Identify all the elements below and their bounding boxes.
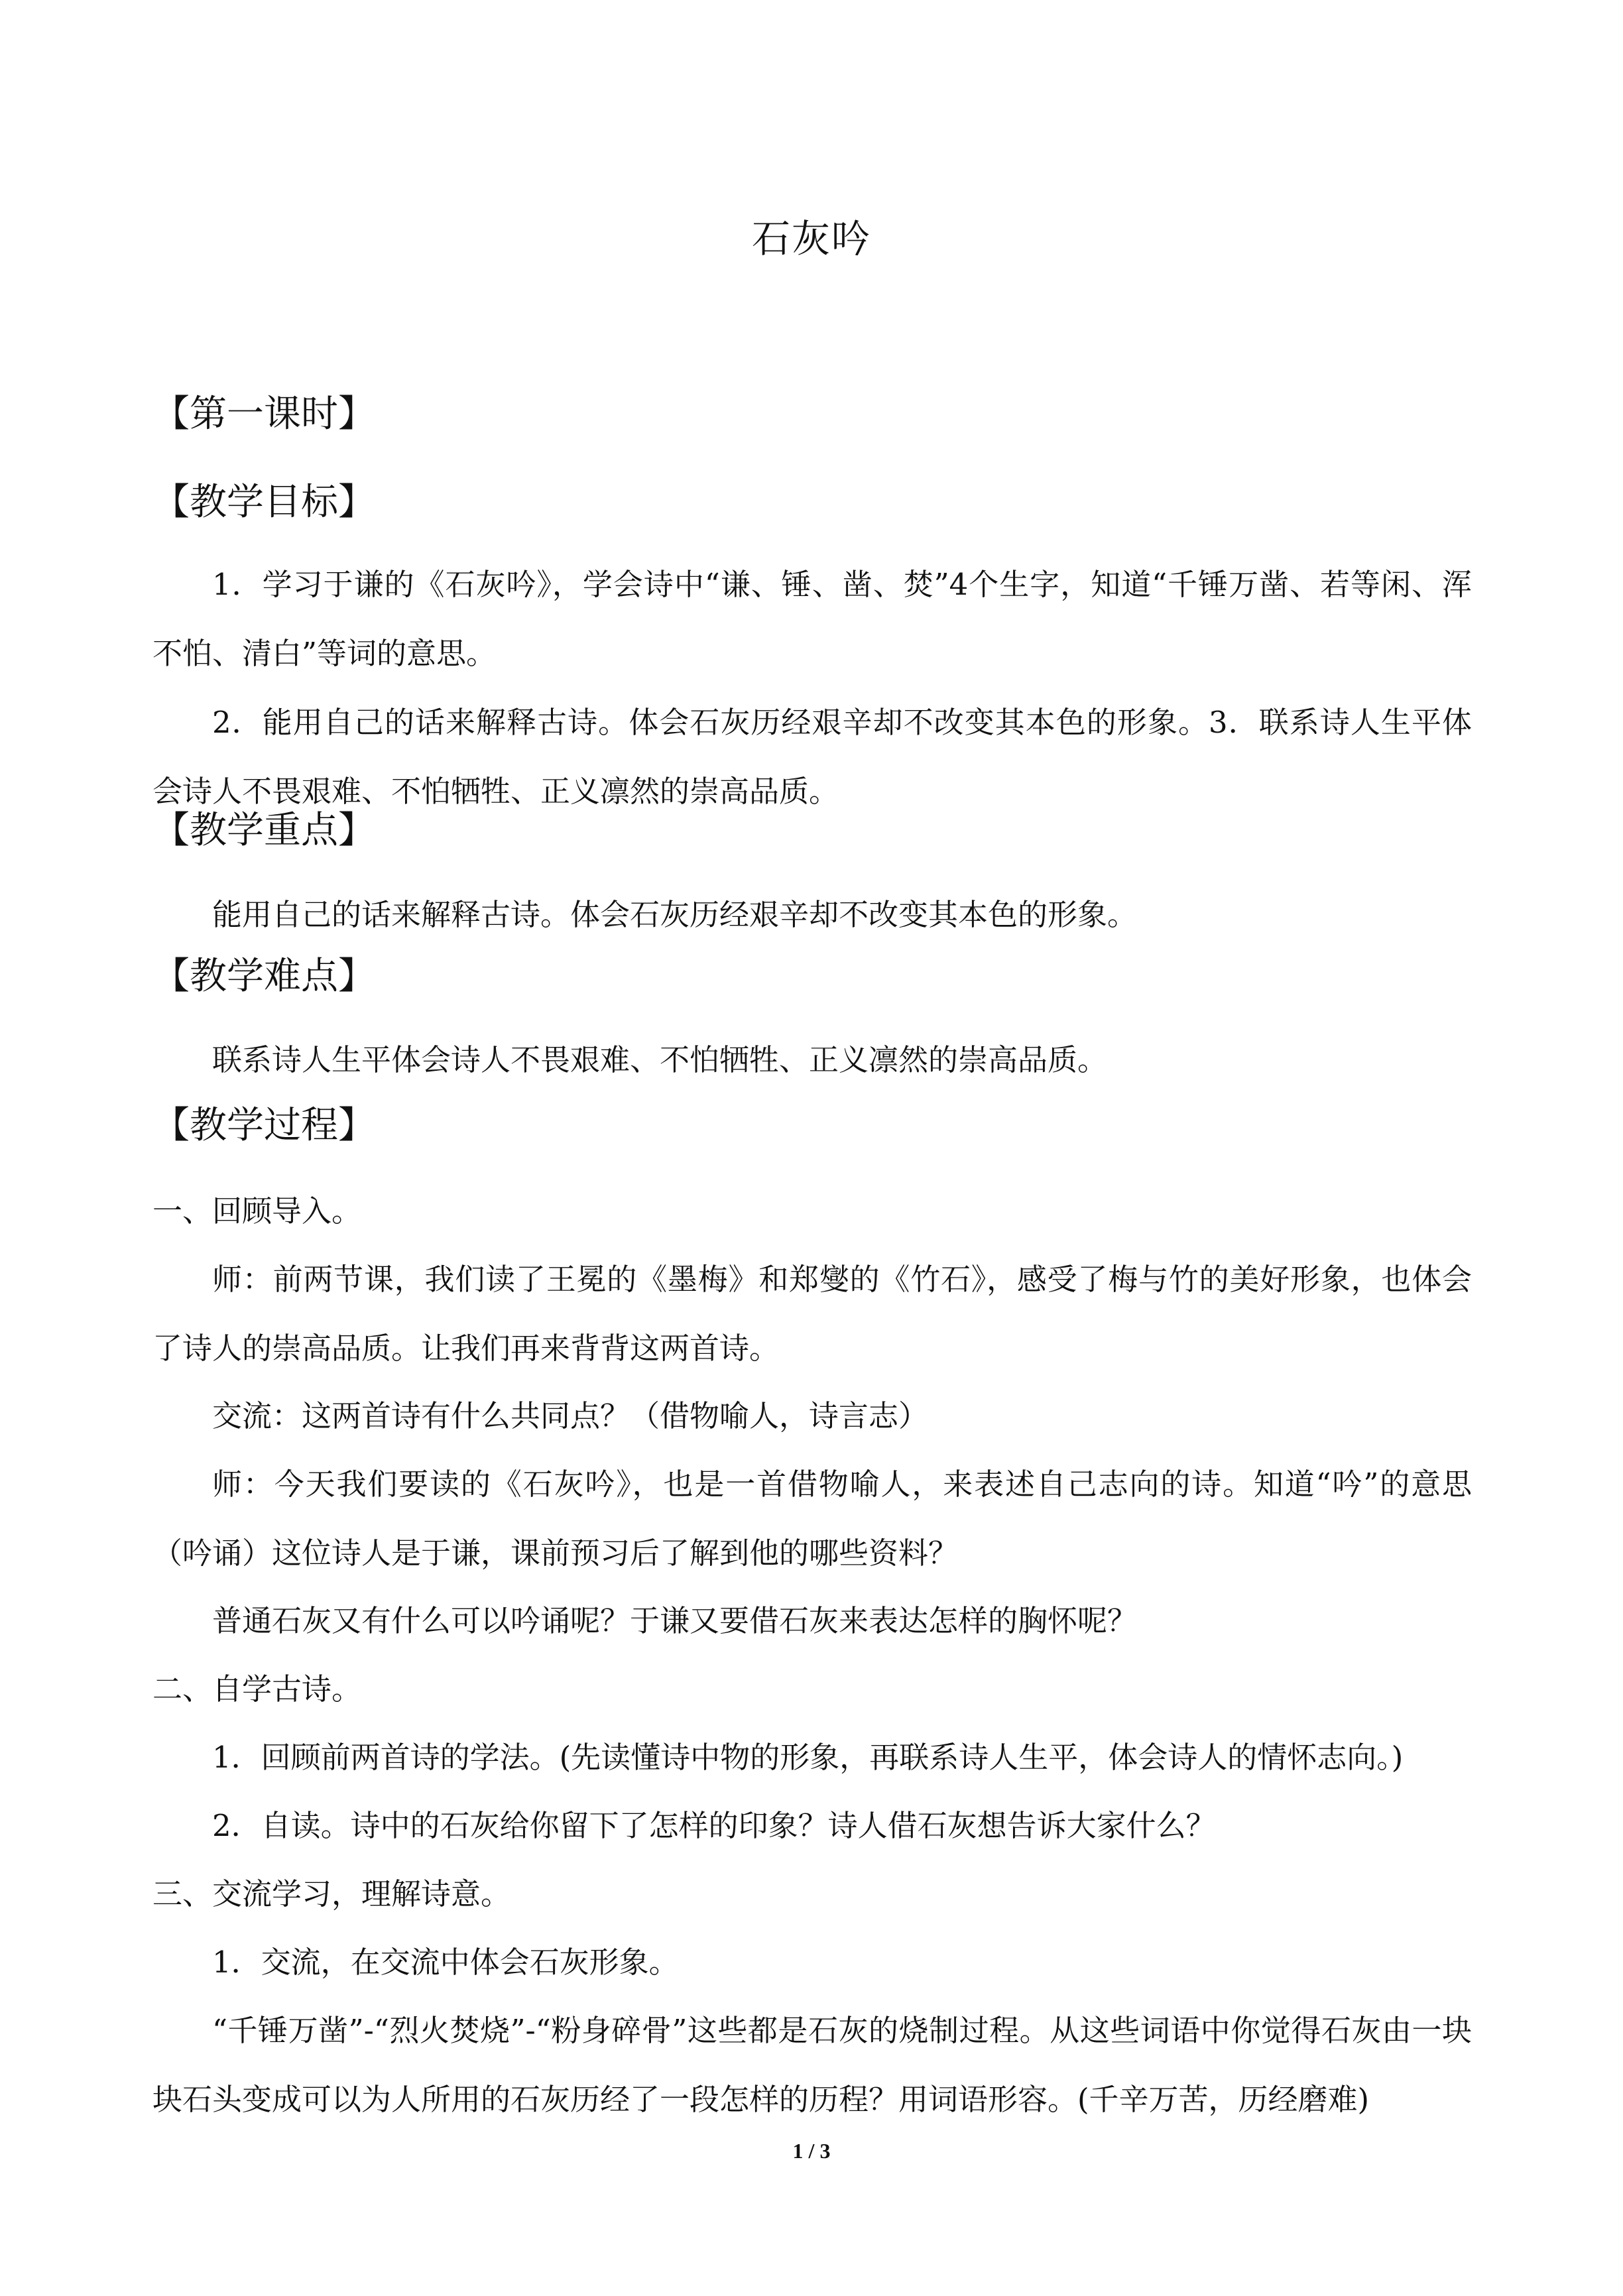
heading-teaching-process: 【教学过程】 (152, 1104, 375, 1147)
heading-key-points: 【教学重点】 (152, 809, 375, 852)
key-point-text: 能用自己的话来解释古诗。体会石灰历经艰辛却不改变其本色的形象。 (212, 897, 1138, 932)
process-step1-paragraph-1: 师：前两节课，我们读了王冕的《墨梅》和郑燮的《竹石》，感受了梅与竹的美好形象，也体会了诗人的崇高品质。让我们再来背背这两首诗。 (152, 1262, 1472, 1366)
goal-item-2: 2．能用自己的话来解释古诗。体会石灰历经艰辛却不改变其本色的形象。3．联系诗人生平体会诗人不畏艰难、不怕牺牲、正义凛然的崇高品质。 (152, 705, 1472, 809)
process-step2-paragraph-2: 2．自读。诗中的石灰给你留下了怎样的印象？诗人借石灰想告诉大家什么？ (212, 1808, 1216, 1843)
process-step3-title: 三、交流学习，理解诗意。 (152, 1876, 511, 1911)
process-step2-paragraph-1: 1．回顾前两首诗的学法。(先读懂诗中物的形象，再联系诗人生平，体会诗人的情怀志向。) (212, 1740, 1404, 1775)
difficult-point-text: 联系诗人生平体会诗人不畏艰难、不怕牺牲、正义凛然的崇高品质。 (212, 1042, 1108, 1077)
page-title: 石灰吟 (751, 216, 871, 261)
process-step2-title: 二、自学古诗。 (152, 1671, 362, 1707)
process-step1-paragraph-4: 普通石灰又有什么可以吟诵呢？于谦又要借石灰来表达怎样的胸怀呢？ (212, 1603, 1138, 1638)
process-step1-paragraph-3: 师：今天我们要读的《石灰吟》，也是一首借物喻人，来表述自己志向的诗。知道“吟”的意思（吟诵）这位诗人是于谦，课前预习后了解到他的哪些资料？ (152, 1467, 1472, 1571)
process-step3-paragraph-1: 1．交流，在交流中体会石灰形象。 (212, 1945, 679, 1980)
heading-difficult-points: 【教学难点】 (152, 955, 375, 998)
heading-first-lesson: 【第一课时】 (152, 393, 375, 436)
heading-teaching-goals: 【教学目标】 (152, 481, 375, 524)
process-step1-title: 一、回顾导入。 (152, 1193, 362, 1229)
page-number: 1 / 3 (792, 2139, 831, 2163)
process-step3-paragraph-2: “千锤万凿”-“烈火焚烧”-“粉身碎骨”这些都是石灰的烧制过程。从这些词语中你觉得石灰由一块块石头变成可以为人所用的石灰历经了一段怎样的历程？用词语形容。(千辛万苦，历经磨难) (152, 2013, 1472, 2117)
goal-item-1: 1．学习于谦的《石灰吟》，学会诗中“谦、锤、凿、焚”4个生字，知道“千锤万凿、若等闲、浑不怕、清白”等词的意思。 (152, 567, 1472, 671)
process-step1-paragraph-2: 交流：这两首诗有什么共同点？（借物喻人，诗言志） (212, 1398, 929, 1433)
